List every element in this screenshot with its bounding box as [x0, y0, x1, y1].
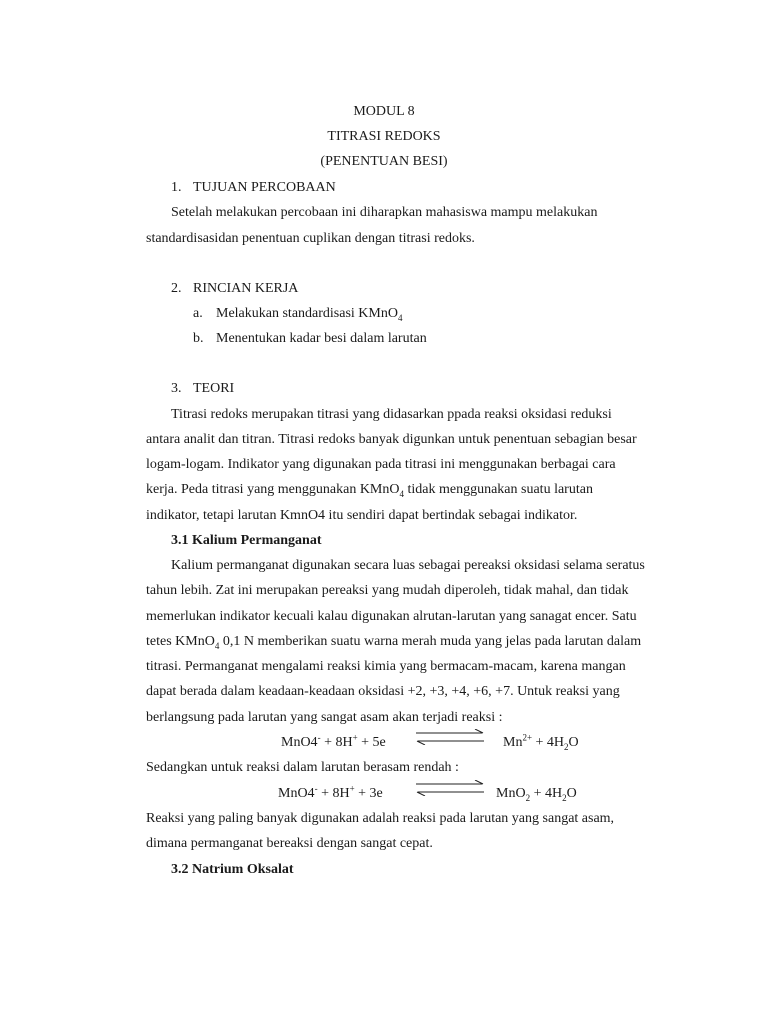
paragraph-line: memerlukan indikator kecuali kalau digunakan alrutan-larutan yang sanagat encer. Satu: [146, 609, 637, 624]
subsection-3-1-heading: 3.1 Kalium Permanganat: [171, 533, 322, 548]
list-marker-a: a.: [193, 306, 203, 321]
equilibrium-arrow-icon: [414, 780, 486, 796]
equation-1-reactants: MnO4- + 8H+ + 5e: [281, 732, 386, 750]
equation-2-products: $MnO_2 + 4H_2O$: [496, 786, 577, 803]
paragraph-line: berlangsung pada larutan yang sangat asam akan terjadi reaksi :: [146, 710, 503, 725]
section-2-heading: RINCIAN KERJA: [193, 281, 299, 296]
paragraph-line: tahun lebih. Zat ini merupakan pereaksi yang mudah diperoleh, tidak mahal, dan tidak: [146, 583, 629, 598]
list-item-b: Menentukan kadar besi dalam larutan: [216, 331, 427, 346]
paragraph-line: tetes KMnO$_4$ 0,1 N memberikan suatu warna merah muda yang jelas pada larutan dalam: [146, 634, 642, 651]
paragraph-line: antara analit dan titran. Titrasi redoks banyak digunkan untuk penentuan sebagian besar: [146, 432, 637, 447]
equation-1-products: $Mn^{2+} + 4H_2O$: [503, 732, 579, 752]
section-3-number: 3.: [171, 381, 182, 396]
equilibrium-arrow-icon: [414, 729, 486, 745]
section-3-heading: TEORI: [193, 381, 235, 396]
paragraph-line: indikator, tetapi larutan KmnO4 itu sendiri dapat bertindak sebagai indikator.: [146, 508, 578, 523]
paragraph-line: Titrasi redoks merupakan titrasi yang didasarkan ppada reaksi oksidasi reduksi: [171, 407, 612, 422]
section-2-number: 2.: [171, 281, 182, 296]
paragraph-line: logam-logam. Indikator yang digunakan pada titrasi ini menggunakan berbagai cara: [146, 457, 616, 472]
subsection-3-2-heading: 3.2 Natrium Oksalat: [171, 862, 294, 877]
paragraph-line: kerja. Peda titrasi yang menggunakan KMnO$_4$ tidak menggunakan suatu larutan: [146, 482, 593, 499]
module-number: MODUL 8: [353, 104, 415, 119]
section-1-number: 1.: [171, 180, 182, 195]
document-title: TITRASI REDOKS: [327, 129, 441, 144]
list-item-a: Melakukan standardisasi KMnO$_4$: [216, 306, 403, 323]
paragraph-line: Setelah melakukan percobaan ini diharapkan mahasiswa mampu melakukan: [171, 205, 598, 220]
document-subtitle: (PENENTUAN BESI): [320, 154, 448, 169]
paragraph-line: dimana permanganat bereaksi dengan sangat cepat.: [146, 836, 433, 851]
section-1-heading: TUJUAN PERCOBAAN: [193, 180, 336, 195]
paragraph-line: Kalium permanganat digunakan secara luas sebagai pereaksi oksidasi selama seratus: [171, 558, 645, 573]
paragraph-line: dapat berada dalam keadaan-keadaan oksidasi +2, +3, +4, +6, +7. Untuk reaksi yang: [146, 684, 620, 699]
list-marker-b: b.: [193, 331, 204, 346]
paragraph-line: titrasi. Permanganat mengalami reaksi kimia yang bermacam-macam, karena mangan: [146, 659, 626, 674]
paragraph-line: standardisasidan penentuan cuplikan dengan titrasi redoks.: [146, 231, 475, 246]
equation-2-reactants: MnO4- + 8H+ + 3e: [278, 783, 383, 801]
paragraph-line: Reaksi yang paling banyak digunakan adalah reaksi pada larutan yang sangat asam,: [146, 811, 615, 826]
paragraph-line: Sedangkan untuk reaksi dalam larutan berasam rendah :: [146, 760, 459, 775]
